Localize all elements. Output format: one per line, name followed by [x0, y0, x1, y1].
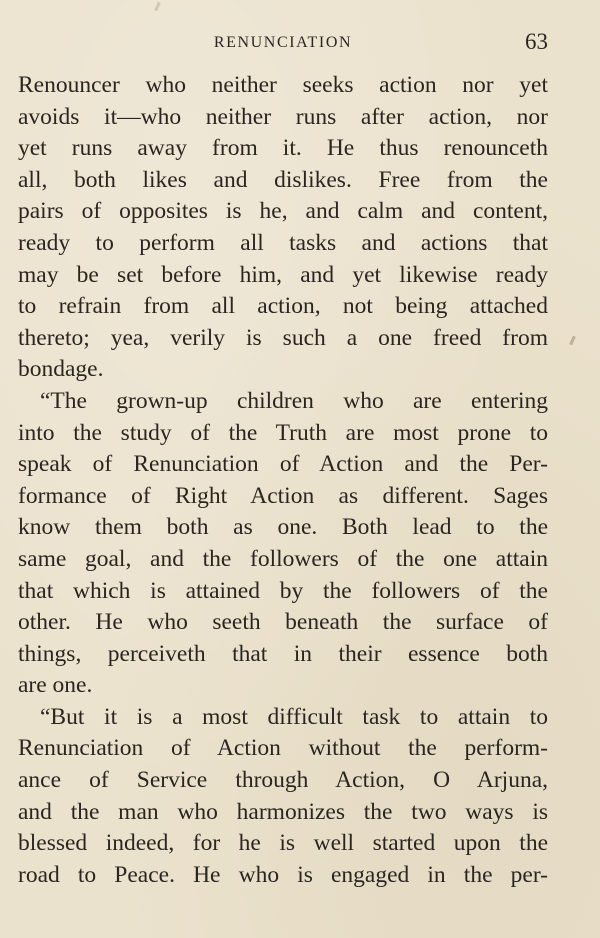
text-line: Renouncer who neither seeks action nor yet: [18, 72, 548, 98]
text-line: Renunciation of Action without the perform-: [18, 735, 548, 762]
text-line: road to Peace. He who is engaged in the per-: [18, 861, 548, 888]
text-line: same goal, and the followers of the one attain: [18, 545, 548, 572]
text-line: formance of Right Action as different. Sages: [18, 482, 548, 509]
text-line: pairs of opposites is he, and calm and content,: [18, 198, 548, 225]
text-line: and the man who harmonizes the two ways is: [18, 798, 548, 825]
text-line: ready to perform all tasks and actions that: [18, 229, 548, 256]
text-line: avoids it—who neither runs after action, nor: [18, 103, 548, 130]
page-header: [18, 30, 548, 56]
text-line: know them both as one. Both lead to the: [18, 514, 548, 541]
text-line: all, both likes and dislikes. Free from the: [18, 166, 548, 193]
text-line: ance of Service through Action, O Arjuna,: [18, 767, 548, 794]
text-line: may be set before him, and yet likewise ready: [18, 261, 548, 288]
text-line: to refrain from all action, not being attached: [18, 293, 548, 320]
text-line: bondage.: [18, 356, 104, 383]
text-line: “The grown-up children who are entering: [40, 387, 548, 414]
text-line: that which is attained by the followers of the: [18, 577, 548, 604]
text-line: things, perceiveth that in their essence both: [18, 640, 548, 667]
text-line: yet runs away from it. He thus renounceth: [18, 135, 548, 162]
text-line: are one.: [18, 672, 93, 699]
text-line: into the study of the Truth are most prone to: [18, 419, 548, 446]
body-text: [18, 70, 548, 891]
text-line: thereto; yea, verily is such a one freed from: [18, 324, 548, 351]
text-line: speak of Renunciation of Action and the Per-: [18, 451, 548, 478]
text-line: other. He who seeth beneath the surface of: [18, 609, 548, 636]
text-line: “But it is a most difficult task to attain to: [40, 703, 548, 730]
paper-speck: [569, 336, 576, 345]
text-line: blessed indeed, for he is well started upon the: [18, 830, 548, 857]
page-number: 63: [525, 29, 548, 54]
running-head: RENUNCIATION: [213, 34, 353, 51]
paper-speck: [154, 2, 161, 11]
